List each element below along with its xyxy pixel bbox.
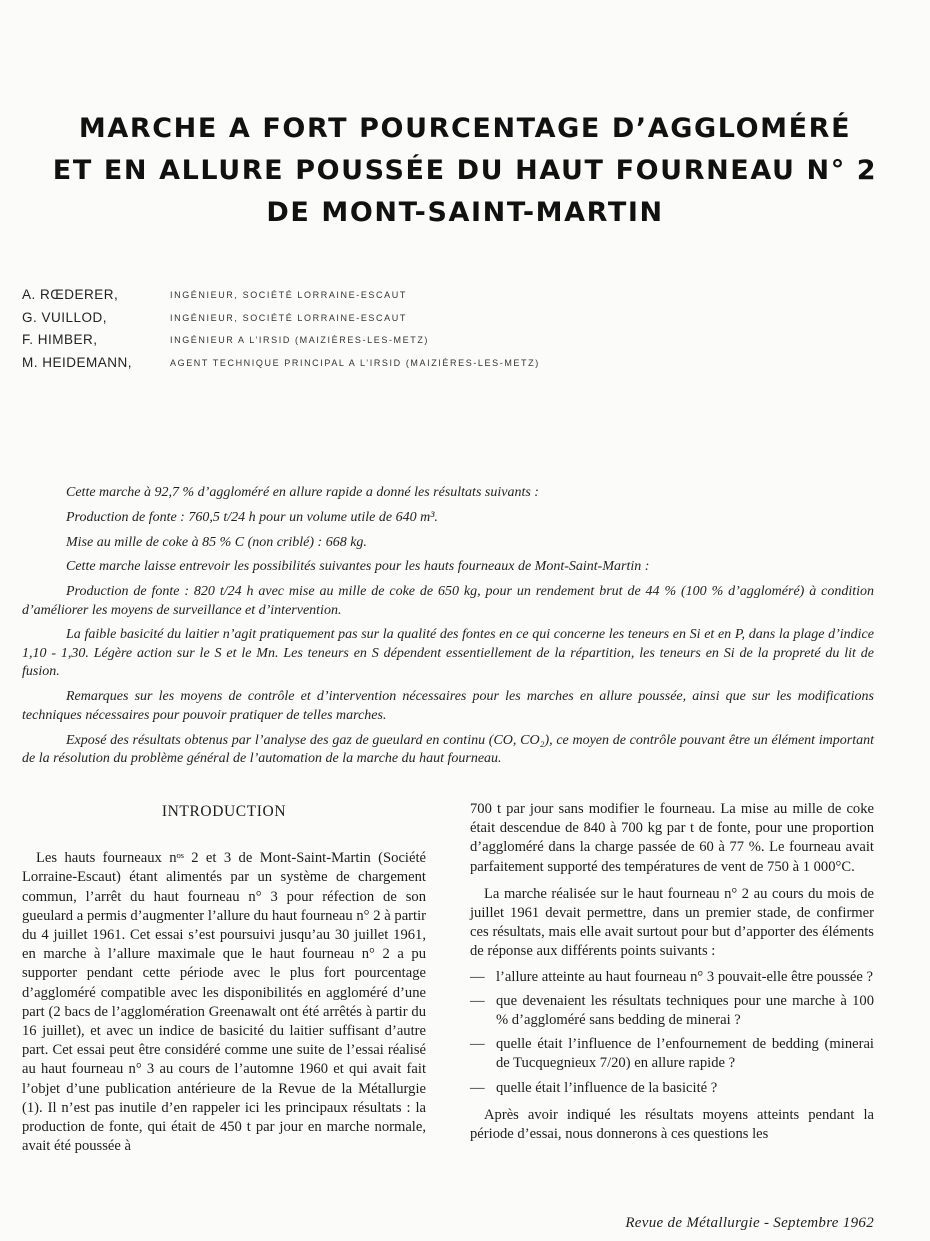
journal-footer: Revue de Métallurgie - Septembre 1962 xyxy=(625,1215,874,1231)
abstract-paragraph: Cette marche laisse entrevoir les possibilités suivantes pour les hauts fourneaux de Mont-Saint-Martin : xyxy=(66,559,650,575)
author-name: F. HIMBER, xyxy=(22,332,98,347)
author-affiliation: INGÉNIEUR, SOCIÉTÉ LORRAINE-ESCAUT xyxy=(170,312,407,323)
author-list xyxy=(22,286,902,376)
title-line-2: ET EN ALLURE POUSSÉE DU HAUT FOURNEAU N° 2 xyxy=(52,155,878,186)
author-row xyxy=(22,286,902,309)
abstract-paragraph: Production de fonte : 820 t/24 h avec mise au mille de coke de 650 kg, pour un rendement brut de 44 % (100 % d’aggloméré) à condition d’améliorer les moyens de surveillance et d’intervention. xyxy=(22,584,874,618)
author-name: G. VUILLOD, xyxy=(22,309,108,325)
body-column-left xyxy=(22,800,426,1156)
author-name: M. HEIDEMANN, xyxy=(22,354,133,370)
list-item: — l’allure atteinte au haut fourneau n° 3 pouvait-elle être poussée ? xyxy=(470,968,874,987)
body-paragraph: Après avoir indiqué les résultats moyens atteints pendant la période d’essai, nous donnerons à ces questions les xyxy=(470,1106,874,1143)
author-affiliation: AGENT TECHNIQUE PRINCIPAL A L’IRSID (MAIZIÈRES-LES-METZ) xyxy=(170,357,540,368)
list-item: — quelle était l’influence de la basicité ? xyxy=(470,1079,874,1098)
abstract-paragraph: Cette marche à 92,7 % d’aggloméré en allure rapide a donné les résultats suivants : xyxy=(66,485,539,500)
section-heading: INTRODUCTION xyxy=(161,803,287,820)
abstract-paragraph: La faible basicité du laitier n’agit pratiquement pas sur la qualité des fontes en ce qui concerne les teneurs en Si et en P, dans la plage d’indice 1,10 - 1,30. Légère action sur le S et le Mn. Les teneurs en S dépendent essentiellement de la répartition, les teneurs en Si de la propreté du lit de fusion. xyxy=(22,627,874,680)
article-title xyxy=(0,108,930,234)
title-line-1: MARCHE A FORT POURCENTAGE D’AGGLOMÉRÉ xyxy=(78,113,852,144)
abstract-paragraph: Mise au mille de coke à 85 % C (non criblé) : 668 kg. xyxy=(66,534,367,550)
body-column-right xyxy=(470,800,874,1144)
body-paragraph: Les hauts fourneaux nᵒˢ 2 et 3 de Mont-Saint-Martin (Société Lorraine-Escaut) étant alimentés par un système de chargement commun, l’arrêt du haut fourneau n° 3 pour réfection de son gueulard a permis d’augmenter l’allure du haut fourneau n° 2 à partir du 4 juillet 1961. Cet essai s’est poursuivi jusqu’au 30 juillet 1961, en marche à l’allure maximale que le haut fourneau n° 2 a pu supporter pendant cette période avec le plus fort pourcentage d’aggloméré compatible avec les disponibilités en aggloméré d’une part (2 bacs de l’agglomération Greenawalt ont été arrêtés à partir du 16 juillet), et avec un indice de basicité du laitier suffisant d’autre part. Cet essai peut être considéré comme une suite de l’essai réalisé au haut fourneau n° 3 au cours de l’automne 1960 et qui avait fait l’objet d’une publication antérieure de la Revue de la Métallurgie (1). Il n’est pas inutile d’en rappeler ici les principaux résultats : la production de fonte, qui était de 450 t par jour en marche normale, avait été poussée à xyxy=(22,850,426,1155)
question-list xyxy=(470,968,874,1098)
author-row xyxy=(22,331,902,354)
title-line-3: DE MONT-SAINT-MARTIN xyxy=(266,197,664,228)
body-paragraph: La marche réalisée sur le haut fourneau n° 2 au cours du mois de juillet 1961 devait permettre, dans un premier stade, de confirmer ces résultats, mais elle avait surtout pour but d’apporter des éléments de réponse aux différents points suivants : xyxy=(470,885,874,960)
author-row xyxy=(22,354,902,377)
author-row xyxy=(22,309,902,332)
list-item: — que devenaient les résultats techniques pour une marche à 100 % d’aggloméré sans bedding de minerai ? xyxy=(470,992,874,1030)
author-affiliation: INGÉNIEUR A L’IRSID (MAIZIÈRES-LES-METZ) xyxy=(170,335,430,345)
body-paragraph: 700 t par jour sans modifier le fourneau. La mise au mille de coke était descendue de 840 à 700 kg par t de fonte, pour une proportion d’aggloméré dans la charge passée de 60 à 77 %. Le fourneau avait parfaitement supporté des températures de vent de 750 à 1 000°C. xyxy=(470,801,874,875)
list-item: — quelle était l’influence de l’enfournement de bedding (minerai de Tucquegnieux 7/20) en allure rapide ? xyxy=(470,1035,874,1073)
abstract-paragraph: Production de fonte : 760,5 t/24 h pour un volume utile de 640 m³. xyxy=(66,509,438,525)
abstract xyxy=(22,484,874,775)
author-affiliation: INGÉNIEUR, SOCIÉTÉ LORRAINE-ESCAUT xyxy=(170,290,407,300)
abstract-paragraph: Remarques sur les moyens de contrôle et d’intervention nécessaires pour les marches en allure poussée, ainsi que sur les modifications techniques nécessaires pour pouvoir pratiquer de telles marches. xyxy=(22,689,874,723)
abstract-paragraph: Exposé des résultats obtenus par l’analyse des gaz de gueulard en continu (CO, CO₂), ce moyen de contrôle pouvant être un élément important de la résolution du problème général de l’automation de la marche du haut fourneau. xyxy=(22,732,874,767)
author-name: A. RŒDERER, xyxy=(22,287,119,302)
